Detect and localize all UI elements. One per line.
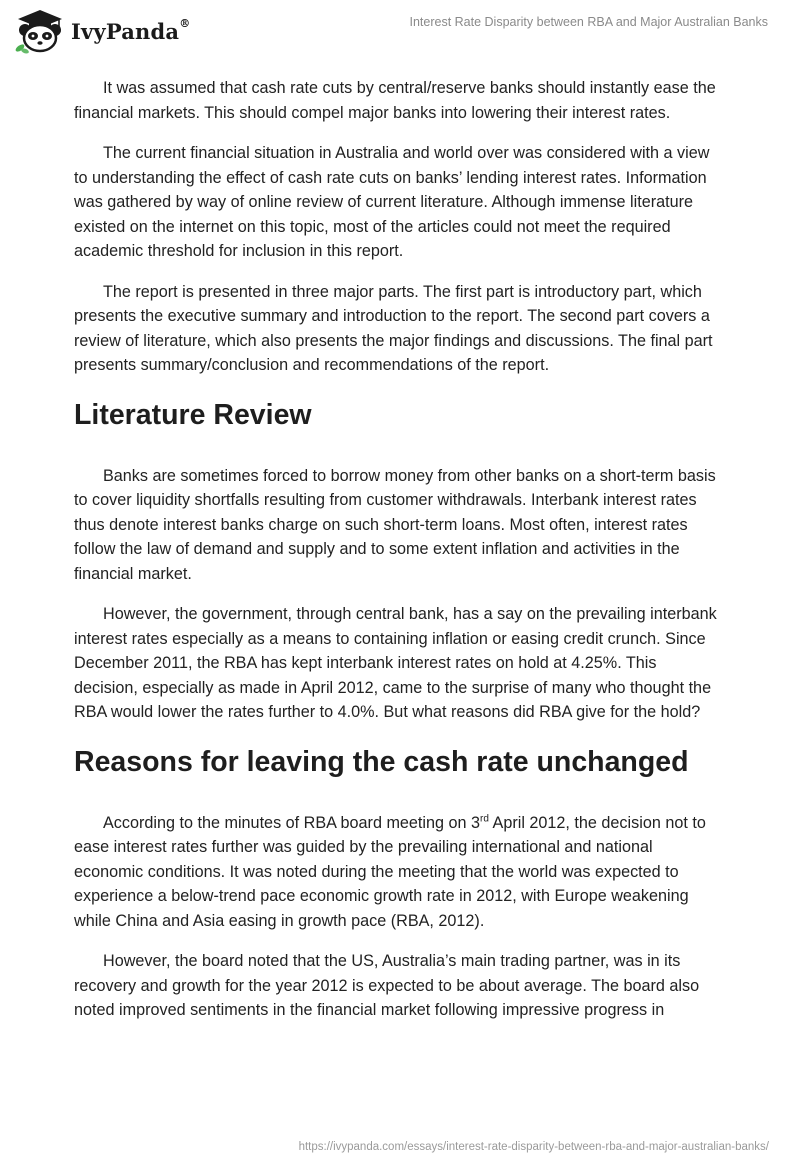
paragraph-us-recovery: However, the board noted that the US, Australia’s main trading partner, was in its recovery and growth for the year 2012 is expected to be about average. The board also noted improved sentiments in the financial market following impressive progress in bbox=[74, 952, 700, 1019]
page-header bbox=[0, 0, 800, 60]
brand-name bbox=[71, 16, 191, 44]
minutes-text-end: April 2012, the decision not to ease interest rates further was guided by the prevailing international and national economic conditions. It was noted during the meeting that the world was expected to experience a below-trend pace economic growth rate in 2012, with Europe weakening while China and Asia easing in growth pace (RBA, 2012). bbox=[74, 813, 706, 930]
paragraph-assumption: It was assumed that cash rate cuts by central/reserve banks should instantly ease the financial markets. This should compel major banks into lowering their interest rates. bbox=[74, 79, 716, 122]
paragraph-interbank-rates: Banks are sometimes forced to borrow money from other banks on a short-term basis to cover liquidity shortfalls resulting from customer withdrawals. Interbank interest rates thus denote interest banks charge on such short-term loans. Most often, interest rates follow the law of demand and supply and to some extent inflation and activities in the financial market. bbox=[74, 466, 716, 583]
minutes-text-start: According to the minutes of RBA board meeting on 3 bbox=[103, 813, 481, 832]
heading-literature-review: Literature Review bbox=[74, 398, 312, 431]
heading-reasons: Reasons for leaving the cash rate unchanged bbox=[74, 745, 689, 778]
source-url[interactable]: https://ivypanda.com/essays/interest-rate-disparity-between-rba-and-major-australian-banks/ bbox=[298, 1141, 769, 1153]
registered-mark: ® bbox=[179, 16, 191, 30]
panda-logo-icon bbox=[14, 8, 66, 54]
essay-content bbox=[74, 76, 724, 1039]
brand-text: IvyPanda bbox=[71, 18, 180, 44]
ivypanda-logo[interactable] bbox=[14, 8, 190, 54]
document-title: Interest Rate Disparity between RBA and Major Australian Banks bbox=[409, 15, 768, 29]
paragraph-rba-hold: However, the government, through central bank, has a say on the prevailing interbank interest rates especially as a means to containing inflation or easing credit crunch. Since December 2011, the RBA has kept interbank interest rates on hold at 4.25%. This decision, especially as made in April 2012, came to the surprise of many who thought the RBA would lower the rates further to 4.0%. But what reasons did RBA give for the hold? bbox=[74, 605, 717, 721]
paragraph-methodology: The current financial situation in Australia and world over was considered with a view to understanding the effect of cash rate cuts on banks’ lending interest rates. Information was gathered by way of online review of current literature. Although immense literature existed on the internet on this topic, most of the articles could not meet the required academic threshold for inclusion in this report. bbox=[74, 144, 710, 260]
ordinal-suffix: rd bbox=[480, 813, 489, 825]
paragraph-rba-minutes bbox=[74, 811, 724, 934]
paragraph-report-structure: The report is presented in three major parts. The first part is introductory part, which presents the executive summary and introduction to the report. The second part covers a review of literature, which also presents the major findings and discussions. The final part presents summary/conclusion and recommendations of the report. bbox=[74, 282, 713, 374]
